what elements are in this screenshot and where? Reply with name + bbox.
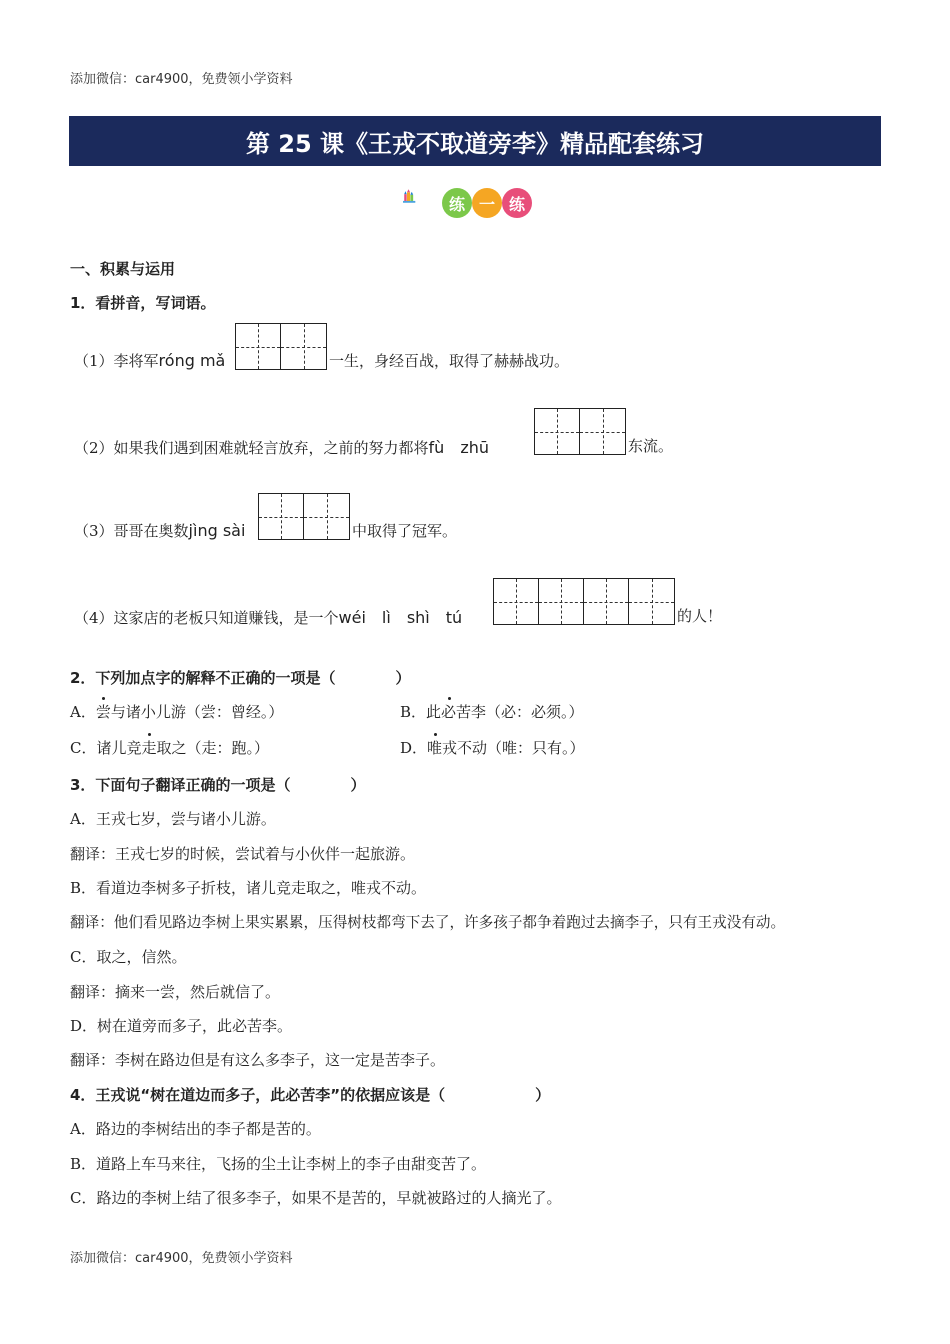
q1-item-1-pre: （1）李将军: [74, 352, 159, 370]
watermark-top: 添加微信：car4900，免费领小学资料: [70, 72, 293, 87]
q3-line: C．取之，信然。: [70, 948, 187, 966]
q1-item-4-pre: （4）这家店的老板只知道赚钱，是一个: [74, 609, 339, 627]
q2-option-c: [70, 737, 269, 758]
q2-c-post: 取之（走：跑。）: [156, 739, 270, 757]
q1-item-4-pinyin: wéi lì shì tú: [338, 608, 463, 627]
q1-item-2-pre: （2）如果我们遇到困难就轻言放弃，之前的努力都将: [74, 439, 429, 457]
question-3-title: 3．下面句子翻译正确的一项是（ ）: [70, 776, 366, 794]
q1-item-2-pinyin: fù zhū: [428, 438, 490, 457]
q1-item-3-pre: （3）哥哥在奥数: [74, 522, 189, 540]
q1-item-3-pinyin: jìng sài: [188, 521, 246, 540]
q1-item-2: [74, 435, 489, 458]
badge-char-2: 一: [472, 188, 502, 218]
q3-line: 翻译：摘来一尝，然后就信了。: [70, 983, 281, 1001]
q2-option-d: [400, 737, 585, 758]
section-heading: 一、积累与运用: [70, 260, 176, 278]
question-2-title: 2．下列加点字的解释不正确的一项是（ ）: [70, 669, 411, 687]
castle-icon: [403, 172, 443, 220]
q3-line: 翻译：李树在路边但是有这么多李子，这一定是苦李子。: [70, 1051, 446, 1069]
q3-line: A．王戎七岁，尝与诸小儿游。: [70, 810, 276, 828]
q4-option-c: C．路边的李树上结了很多李子，如果不是苦的，早就被路过的人摘光了。: [70, 1189, 562, 1207]
q1-item-3: [74, 520, 245, 541]
q2-d-dotted: 唯: [427, 739, 443, 757]
q1-item-2-post: 东流。: [628, 437, 674, 455]
q3-line: D．树在道旁而多子，此必苦李。: [70, 1017, 293, 1035]
q2-b-pre: B．此: [400, 703, 442, 721]
q2-c-dotted: 走: [141, 739, 157, 757]
badge-char-3: 练: [502, 188, 532, 218]
q1-item-4-post: 的人！: [677, 607, 723, 625]
q4-option-a: A．路边的李树结出的李子都是苦的。: [70, 1120, 321, 1138]
q4-option-b: B．道路上车马来往，飞扬的尘土让李树上的李子由甜变苦了。: [70, 1155, 487, 1173]
q2-d-post: 戎不动（唯：只有。）: [442, 739, 585, 757]
q1-item-3-post: 中取得了冠军。: [352, 522, 458, 540]
q1-item-4: [74, 605, 462, 628]
answer-grid-1[interactable]: [235, 323, 327, 370]
q3-line: 翻译：王戎七岁的时候，尝试着与小伙伴一起旅游。: [70, 845, 416, 863]
q2-a-pre: A．: [70, 703, 96, 721]
q2-c-pre: C．诸儿竞: [70, 739, 142, 757]
watermark-bottom: 添加微信：car4900，免费领小学资料: [70, 1251, 293, 1266]
q2-a-post: 与诸小儿游（尝：曾经。）: [110, 703, 284, 721]
badge-char-1: 练: [442, 188, 472, 218]
q1-item-1-post: 一生，身经百战，取得了赫赫战功。: [329, 352, 570, 370]
q1-item-1: [74, 350, 225, 371]
question-1-title: 1．看拼音，写词语。: [70, 294, 216, 312]
q2-b-post: 苦李（必：必须。）: [456, 703, 584, 721]
q2-option-a: [70, 701, 283, 722]
q2-d-pre: D．: [400, 739, 428, 757]
answer-grid-3[interactable]: [258, 493, 350, 540]
q3-line: 翻译：他们看见路边李树上果实累累，压得树枝都弯下去了，许多孩子都争着跑过去摘李子，只有王戎没有动。: [70, 914, 786, 931]
answer-grid-2[interactable]: [534, 408, 626, 455]
q2-a-dotted: 尝: [95, 703, 111, 721]
answer-grid-4[interactable]: [493, 578, 675, 625]
q2-option-b: [400, 701, 584, 722]
page-title: 第 25 课《王戎不取道旁李》精品配套练习: [69, 116, 881, 166]
q1-item-1-pinyin: róng mǎ: [158, 351, 226, 370]
question-4-title: 4．王戎说“树在道边而多子，此必苦李”的依据应该是（ ）: [70, 1086, 551, 1104]
q2-b-dotted: 必: [441, 703, 457, 721]
q3-line: B．看道边李树多子折枝，诸儿竞走取之，唯戎不动。: [70, 879, 427, 897]
